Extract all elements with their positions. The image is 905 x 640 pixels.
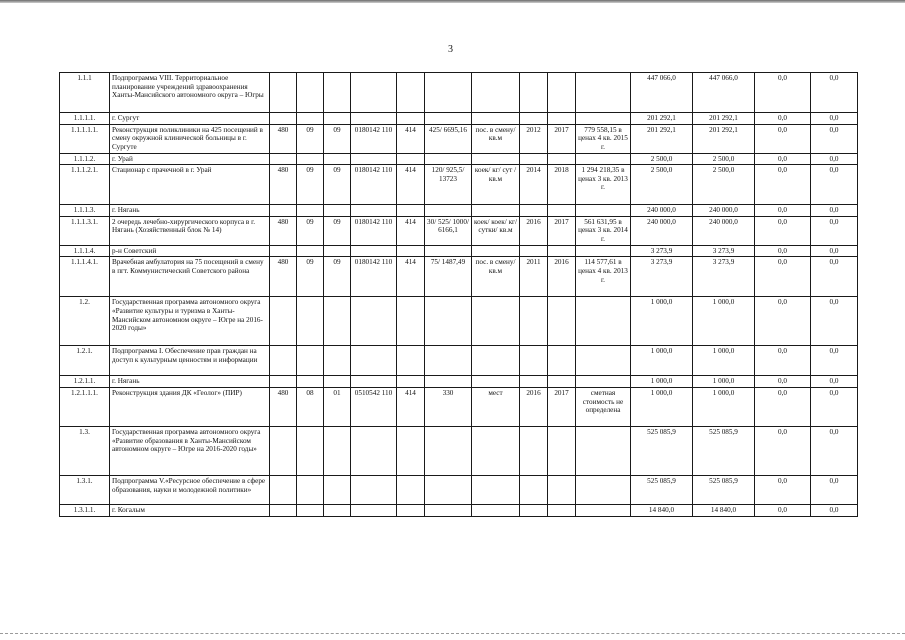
cell-expense-type (397, 504, 425, 516)
cell-amount-col-2: 240 000,0 (693, 216, 755, 245)
cell-end-year (548, 153, 576, 165)
cell-row-code: 1.2.1.1.1. (60, 387, 110, 426)
table-row (60, 216, 858, 245)
cell-total-amount: 201 292,1 (631, 113, 693, 125)
cell-section-code (297, 346, 324, 376)
cell-total-amount: 240 000,0 (631, 216, 693, 245)
cell-capacity-unit (472, 426, 520, 475)
cell-amount-col-4: 0,0 (811, 113, 858, 125)
cell-end-year (548, 113, 576, 125)
table-row (60, 426, 858, 475)
cell-ministry-code (270, 376, 297, 388)
cell-row-code: 1.1.1.3.1. (60, 216, 110, 245)
cell-section-code (297, 504, 324, 516)
cell-amount-col-3: 0,0 (755, 257, 811, 297)
cell-subsection-code: 01 (324, 387, 351, 426)
cell-ministry-code (270, 426, 297, 475)
cell-estimated-cost (576, 426, 631, 475)
cell-ministry-code: 480 (270, 387, 297, 426)
cell-end-year (548, 297, 576, 346)
cell-target-article: 0180142 110 (351, 165, 397, 205)
cell-section-code (297, 376, 324, 388)
table-row (60, 113, 858, 125)
cell-total-amount: 1 000,0 (631, 346, 693, 376)
cell-capacity-unit (472, 504, 520, 516)
cell-subsection-code (324, 475, 351, 504)
budget-table (59, 72, 858, 517)
cell-row-code: 1.1.1.4.1. (60, 257, 110, 297)
cell-expense-type: 414 (397, 216, 425, 245)
cell-amount-col-2: 3 273,9 (693, 245, 755, 257)
cell-row-code: 1.1.1.1.1. (60, 124, 110, 153)
cell-row-name: 2 очередь лечебно-хирургического корпуса в г. Нягань (Хозяйственный блок № 14) (110, 216, 270, 245)
cell-amount-col-2: 525 085,9 (693, 475, 755, 504)
cell-row-name: г. Когалым (110, 504, 270, 516)
cell-row-name: г. Урай (110, 153, 270, 165)
cell-amount-col-3: 0,0 (755, 504, 811, 516)
cell-subsection-code (324, 297, 351, 346)
cell-estimated-cost (576, 346, 631, 376)
cell-capacity (425, 297, 472, 346)
cell-subsection-code (324, 73, 351, 113)
cell-estimated-cost (576, 245, 631, 257)
cell-start-year: 2016 (520, 216, 548, 245)
cell-estimated-cost (576, 376, 631, 388)
cell-target-article (351, 245, 397, 257)
cell-subsection-code: 09 (324, 165, 351, 205)
cell-ministry-code (270, 475, 297, 504)
cell-end-year (548, 475, 576, 504)
cell-expense-type (397, 475, 425, 504)
cell-amount-col-3: 0,0 (755, 113, 811, 125)
cell-capacity: 75/ 1487,49 (425, 257, 472, 297)
table-row (60, 387, 858, 426)
table-row (60, 73, 858, 113)
cell-capacity-unit (472, 475, 520, 504)
cell-subsection-code (324, 245, 351, 257)
cell-start-year (520, 376, 548, 388)
cell-estimated-cost: 114 577,61 в ценах 4 кв. 2013 г. (576, 257, 631, 297)
cell-section-code (297, 475, 324, 504)
cell-end-year (548, 245, 576, 257)
scan-edge-bottom (0, 633, 905, 635)
table-row (60, 504, 858, 516)
cell-section-code (297, 73, 324, 113)
cell-capacity-unit (472, 297, 520, 346)
cell-total-amount: 1 000,0 (631, 387, 693, 426)
cell-total-amount: 2 500,0 (631, 153, 693, 165)
cell-section-code: 09 (297, 124, 324, 153)
cell-start-year (520, 245, 548, 257)
cell-amount-col-4: 0,0 (811, 346, 858, 376)
cell-start-year: 2014 (520, 165, 548, 205)
cell-start-year: 2011 (520, 257, 548, 297)
cell-expense-type (397, 205, 425, 217)
cell-start-year (520, 297, 548, 346)
cell-amount-col-4: 0,0 (811, 216, 858, 245)
cell-capacity (425, 245, 472, 257)
cell-end-year: 2016 (548, 257, 576, 297)
cell-capacity: 30/ 525/ 1000/ 6166,1 (425, 216, 472, 245)
cell-ministry-code (270, 205, 297, 217)
cell-row-code: 1.1.1.2. (60, 153, 110, 165)
cell-row-code: 1.3.1.1. (60, 504, 110, 516)
cell-amount-col-2: 2 500,0 (693, 165, 755, 205)
cell-capacity-unit: мест (472, 387, 520, 426)
cell-amount-col-4: 0,0 (811, 376, 858, 388)
cell-section-code (297, 205, 324, 217)
cell-total-amount: 447 066,0 (631, 73, 693, 113)
cell-target-article (351, 153, 397, 165)
cell-amount-col-2: 525 085,9 (693, 426, 755, 475)
cell-ministry-code (270, 245, 297, 257)
cell-amount-col-4: 0,0 (811, 124, 858, 153)
cell-capacity (425, 346, 472, 376)
cell-amount-col-4: 0,0 (811, 297, 858, 346)
cell-row-code: 1.2.1. (60, 346, 110, 376)
cell-section-code: 08 (297, 387, 324, 426)
cell-ministry-code: 480 (270, 216, 297, 245)
cell-amount-col-2: 1 000,0 (693, 376, 755, 388)
cell-subsection-code (324, 205, 351, 217)
cell-amount-col-3: 0,0 (755, 153, 811, 165)
cell-amount-col-4: 0,0 (811, 426, 858, 475)
cell-amount-col-4: 0,0 (811, 257, 858, 297)
table-row (60, 376, 858, 388)
cell-capacity (425, 153, 472, 165)
cell-capacity-unit (472, 346, 520, 376)
cell-section-code (297, 245, 324, 257)
cell-capacity-unit (472, 73, 520, 113)
cell-subsection-code (324, 346, 351, 376)
cell-row-code: 1.1.1.4. (60, 245, 110, 257)
cell-ministry-code: 480 (270, 124, 297, 153)
cell-expense-type (397, 426, 425, 475)
cell-ministry-code (270, 504, 297, 516)
cell-amount-col-4: 0,0 (811, 504, 858, 516)
cell-row-name: Подпрограмма V.«Ресурсное обеспечение в сфере образования, науки и молодежной политики» (110, 475, 270, 504)
cell-capacity-unit (472, 376, 520, 388)
cell-amount-col-4: 0,0 (811, 387, 858, 426)
cell-target-article (351, 297, 397, 346)
table-row (60, 153, 858, 165)
cell-row-name: Реконструкция здания ДК «Геолог» (ПИР) (110, 387, 270, 426)
cell-row-code: 1.1.1.3. (60, 205, 110, 217)
cell-amount-col-2: 240 000,0 (693, 205, 755, 217)
cell-row-code: 1.1.1.1. (60, 113, 110, 125)
cell-start-year (520, 426, 548, 475)
cell-ministry-code (270, 113, 297, 125)
cell-target-article (351, 346, 397, 376)
cell-expense-type (397, 245, 425, 257)
cell-target-article (351, 113, 397, 125)
cell-end-year (548, 205, 576, 217)
cell-capacity (425, 475, 472, 504)
cell-capacity-unit (472, 113, 520, 125)
cell-total-amount: 201 292,1 (631, 124, 693, 153)
cell-end-year (548, 504, 576, 516)
table-row (60, 257, 858, 297)
cell-amount-col-3: 0,0 (755, 245, 811, 257)
cell-estimated-cost (576, 73, 631, 113)
table-row (60, 124, 858, 153)
cell-amount-col-3: 0,0 (755, 124, 811, 153)
table-row (60, 245, 858, 257)
cell-estimated-cost (576, 475, 631, 504)
cell-capacity (425, 205, 472, 217)
cell-total-amount: 3 273,9 (631, 257, 693, 297)
cell-end-year: 2017 (548, 124, 576, 153)
cell-section-code (297, 113, 324, 125)
cell-ministry-code (270, 73, 297, 113)
cell-start-year (520, 153, 548, 165)
cell-estimated-cost (576, 504, 631, 516)
cell-amount-col-4: 0,0 (811, 245, 858, 257)
cell-amount-col-3: 0,0 (755, 216, 811, 245)
cell-amount-col-3: 0,0 (755, 376, 811, 388)
cell-row-name: Государственная программа автономного округа «Развитие культуры и туризма в Ханты-Мансийском автономном округе – Югре на 2016-2020 годы» (110, 297, 270, 346)
cell-total-amount: 525 085,9 (631, 426, 693, 475)
scan-edge-top (0, 0, 905, 3)
cell-expense-type (397, 346, 425, 376)
cell-amount-col-2: 1 000,0 (693, 297, 755, 346)
cell-expense-type (397, 153, 425, 165)
cell-amount-col-2: 1 000,0 (693, 346, 755, 376)
cell-estimated-cost (576, 297, 631, 346)
cell-total-amount: 3 273,9 (631, 245, 693, 257)
cell-target-article: 0180142 110 (351, 257, 397, 297)
table-row (60, 346, 858, 376)
cell-target-article: 0180142 110 (351, 124, 397, 153)
cell-row-name: г. Сургут (110, 113, 270, 125)
cell-section-code: 09 (297, 165, 324, 205)
cell-start-year (520, 205, 548, 217)
cell-ministry-code: 480 (270, 257, 297, 297)
cell-row-name: Стационар с прачечной в г. Урай (110, 165, 270, 205)
cell-section-code (297, 426, 324, 475)
cell-start-year (520, 504, 548, 516)
cell-start-year (520, 73, 548, 113)
cell-ministry-code (270, 297, 297, 346)
cell-subsection-code (324, 504, 351, 516)
cell-row-name: Реконструкция поликлиники на 425 посещений в смену окружной клинической больницы в г. Сургуте (110, 124, 270, 153)
cell-total-amount: 2 500,0 (631, 165, 693, 205)
cell-section-code: 09 (297, 257, 324, 297)
cell-estimated-cost (576, 113, 631, 125)
cell-expense-type: 414 (397, 257, 425, 297)
cell-estimated-cost: 561 631,95 в ценах 3 кв. 2014 г. (576, 216, 631, 245)
cell-total-amount: 525 085,9 (631, 475, 693, 504)
cell-row-code: 1.1.1 (60, 73, 110, 113)
cell-start-year: 2016 (520, 387, 548, 426)
cell-capacity-unit: пос. в смену/ кв.м (472, 257, 520, 297)
cell-capacity-unit: коек/ кг/ сут / кв.м (472, 165, 520, 205)
cell-amount-col-2: 201 292,1 (693, 113, 755, 125)
cell-amount-col-4: 0,0 (811, 73, 858, 113)
cell-capacity: 425/ 6695,16 (425, 124, 472, 153)
cell-target-article: 0510542 110 (351, 387, 397, 426)
cell-expense-type (397, 113, 425, 125)
cell-amount-col-3: 0,0 (755, 205, 811, 217)
cell-section-code (297, 297, 324, 346)
cell-capacity: 120/ 925,5/ 13723 (425, 165, 472, 205)
cell-capacity-unit (472, 245, 520, 257)
cell-expense-type: 414 (397, 124, 425, 153)
cell-subsection-code: 09 (324, 216, 351, 245)
cell-end-year: 2018 (548, 165, 576, 205)
cell-end-year: 2017 (548, 216, 576, 245)
cell-expense-type (397, 73, 425, 113)
cell-row-code: 1.3. (60, 426, 110, 475)
cell-estimated-cost: сметная стоимость не определена (576, 387, 631, 426)
cell-start-year (520, 346, 548, 376)
cell-target-article (351, 205, 397, 217)
cell-end-year (548, 376, 576, 388)
cell-amount-col-3: 0,0 (755, 73, 811, 113)
cell-start-year: 2012 (520, 124, 548, 153)
cell-subsection-code (324, 376, 351, 388)
cell-target-article (351, 504, 397, 516)
cell-start-year (520, 475, 548, 504)
cell-end-year: 2017 (548, 387, 576, 426)
cell-capacity (425, 504, 472, 516)
cell-subsection-code (324, 113, 351, 125)
cell-expense-type (397, 376, 425, 388)
cell-capacity (425, 376, 472, 388)
cell-total-amount: 1 000,0 (631, 376, 693, 388)
cell-estimated-cost: 1 294 218,35 в ценах 3 кв. 2013 г. (576, 165, 631, 205)
cell-amount-col-3: 0,0 (755, 165, 811, 205)
cell-amount-col-3: 0,0 (755, 297, 811, 346)
cell-ministry-code (270, 346, 297, 376)
cell-row-name: Подпрограмма I. Обеспечение прав граждан на доступ к культурным ценностям и информации (110, 346, 270, 376)
cell-target-article: 0180142 110 (351, 216, 397, 245)
cell-amount-col-2: 1 000,0 (693, 387, 755, 426)
cell-amount-col-2: 201 292,1 (693, 124, 755, 153)
cell-capacity-unit (472, 153, 520, 165)
cell-target-article (351, 475, 397, 504)
cell-estimated-cost (576, 205, 631, 217)
cell-expense-type: 414 (397, 165, 425, 205)
cell-target-article (351, 376, 397, 388)
cell-row-name: г. Нягань (110, 205, 270, 217)
cell-capacity (425, 73, 472, 113)
cell-row-name: р-н Советский (110, 245, 270, 257)
cell-section-code (297, 153, 324, 165)
cell-amount-col-4: 0,0 (811, 205, 858, 217)
cell-total-amount: 1 000,0 (631, 297, 693, 346)
cell-expense-type: 414 (397, 387, 425, 426)
cell-capacity-unit: коек/ коек/ кг/ сутки/ кв.м (472, 216, 520, 245)
cell-estimated-cost (576, 153, 631, 165)
cell-subsection-code (324, 153, 351, 165)
page-number: 3 (448, 44, 453, 55)
cell-capacity: 330 (425, 387, 472, 426)
cell-end-year (548, 346, 576, 376)
table-row (60, 475, 858, 504)
cell-total-amount: 240 000,0 (631, 205, 693, 217)
cell-amount-col-4: 0,0 (811, 153, 858, 165)
cell-row-name: г. Нягань (110, 376, 270, 388)
cell-subsection-code: 09 (324, 124, 351, 153)
cell-ministry-code (270, 153, 297, 165)
cell-row-name: Подпрограмма VIII. Территориальное планирование учреждений здравоохранения Ханты-Мансийского автономного округа – Югры (110, 73, 270, 113)
cell-target-article (351, 426, 397, 475)
cell-amount-col-3: 0,0 (755, 475, 811, 504)
cell-end-year (548, 73, 576, 113)
cell-amount-col-3: 0,0 (755, 346, 811, 376)
cell-ministry-code: 480 (270, 165, 297, 205)
cell-subsection-code: 09 (324, 257, 351, 297)
cell-amount-col-2: 2 500,0 (693, 153, 755, 165)
cell-amount-col-2: 447 066,0 (693, 73, 755, 113)
cell-section-code: 09 (297, 216, 324, 245)
cell-target-article (351, 73, 397, 113)
cell-capacity-unit: пос. в смену/ кв.м (472, 124, 520, 153)
cell-amount-col-3: 0,0 (755, 426, 811, 475)
cell-amount-col-4: 0,0 (811, 165, 858, 205)
cell-row-name: Врачебная амбулатория на 75 посещений в смену в пгт. Коммунистический Советского района (110, 257, 270, 297)
cell-row-code: 1.2.1.1. (60, 376, 110, 388)
cell-amount-col-2: 14 840,0 (693, 504, 755, 516)
cell-start-year (520, 113, 548, 125)
cell-end-year (548, 426, 576, 475)
table-row (60, 165, 858, 205)
table-row (60, 205, 858, 217)
cell-amount-col-4: 0,0 (811, 475, 858, 504)
cell-expense-type (397, 297, 425, 346)
cell-capacity (425, 426, 472, 475)
cell-capacity-unit (472, 205, 520, 217)
cell-amount-col-2: 3 273,9 (693, 257, 755, 297)
cell-capacity (425, 113, 472, 125)
cell-estimated-cost: 779 558,15 в ценах 4 кв. 2015 г. (576, 124, 631, 153)
cell-subsection-code (324, 426, 351, 475)
table-row (60, 297, 858, 346)
cell-row-name: Государственная программа автономного округа «Развитие образования в Ханты-Мансийском автономном округе – Югре на 2016-2020 годы» (110, 426, 270, 475)
cell-total-amount: 14 840,0 (631, 504, 693, 516)
cell-row-code: 1.1.1.2.1. (60, 165, 110, 205)
cell-row-code: 1.2. (60, 297, 110, 346)
cell-row-code: 1.3.1. (60, 475, 110, 504)
cell-amount-col-3: 0,0 (755, 387, 811, 426)
